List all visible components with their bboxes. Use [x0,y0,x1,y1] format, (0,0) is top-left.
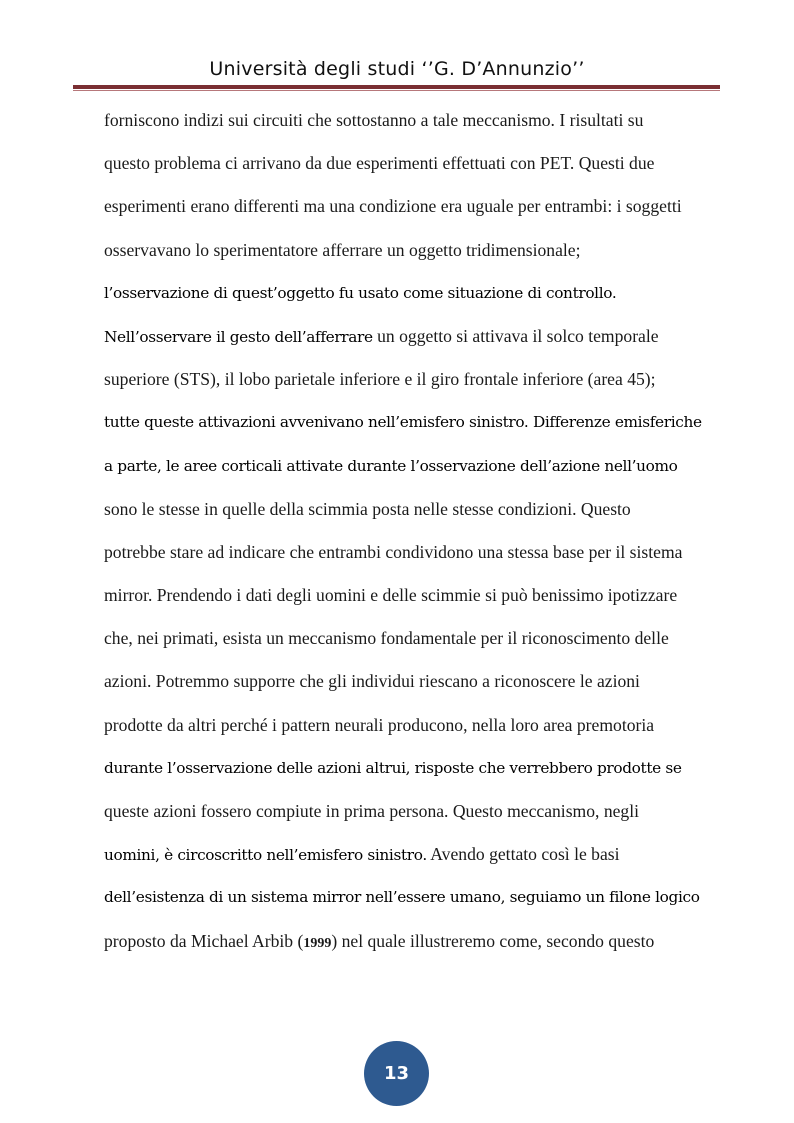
page-number: 13 [383,1063,410,1084]
text-line [104,926,724,969]
citation-year: 1999 [303,935,332,951]
page-number-badge [364,1041,429,1106]
text-span: ) nel quale illustreremo come, secondo questo [331,930,655,951]
running-header: Università degli studi ‘’G. D’Annunzio’’ [209,58,585,80]
text-line: tutte queste attivazioni avvenivano nell’emisfero sinistro. Differenze emisferiche [104,413,702,432]
text-line: questo problema ci arrivano da due esperimenti effettuati con PET. Questi due [104,153,655,174]
text-line: potrebbe stare ad indicare che entrambi condividono una stessa base per il sistema [104,541,683,562]
text-span-emphasis: uomini, è circoscritto nell’emisfero sinistro. [104,846,427,865]
text-line: superiore (STS), il lobo parietale inferiore e il giro frontale inferiore (area 45); [104,369,656,390]
text-line: che, nei primati, esista un meccanismo fondamentale per il riconoscimento delle [104,628,669,649]
body-text [104,105,724,969]
text-line: mirror. Prendendo i dati degli uomini e delle scimmie si può benissimo ipotizzare [104,585,678,606]
text-span: un oggetto si attivava il solco temporale [377,325,659,346]
text-line [104,321,724,364]
text-line [104,839,724,882]
text-line: prodotte da altri perché i pattern neurali producono, nella loro area premotoria [104,714,655,735]
text-line: azioni. Potremmo supporre che gli individui riescano a riconoscere le azioni [104,671,640,692]
text-line: queste azioni fossero compiute in prima persona. Questo meccanismo, negli [104,801,639,821]
text-line: esperimenti erano differenti ma una condizione era uguale per entrambi: i soggetti [104,196,682,217]
header-rule-thin [73,90,720,91]
header-rule [73,85,720,89]
text-line: a parte, le aree corticali attivate durante l’osservazione dell’azione nell’uomo [104,456,678,475]
text-span: Avendo gettato così le basi [430,844,620,865]
text-line: l’osservazione di quest’oggetto fu usato come situazione di controllo. [104,283,617,302]
text-span: proposto da Michael Arbib ( [104,930,304,951]
text-line: sono le stesse in quelle della scimmia posta nelle stesse condizioni. Questo [104,498,631,519]
text-line: durante l’osservazione delle azioni altrui, risposte che verrebbero prodotte se [104,758,682,777]
text-line: forniscono indizi sui circuiti che sottostanno a tale meccanismo. I risultati su [104,110,644,130]
text-line: osservavano lo sperimentatore afferrare un oggetto tridimensionale; [104,239,581,260]
text-span-emphasis: Nell’osservare il gesto dell’afferrare [104,327,373,346]
text-line: dell’esistenza di un sistema mirror nell’essere umano, seguiamo un filone logico [104,888,700,907]
